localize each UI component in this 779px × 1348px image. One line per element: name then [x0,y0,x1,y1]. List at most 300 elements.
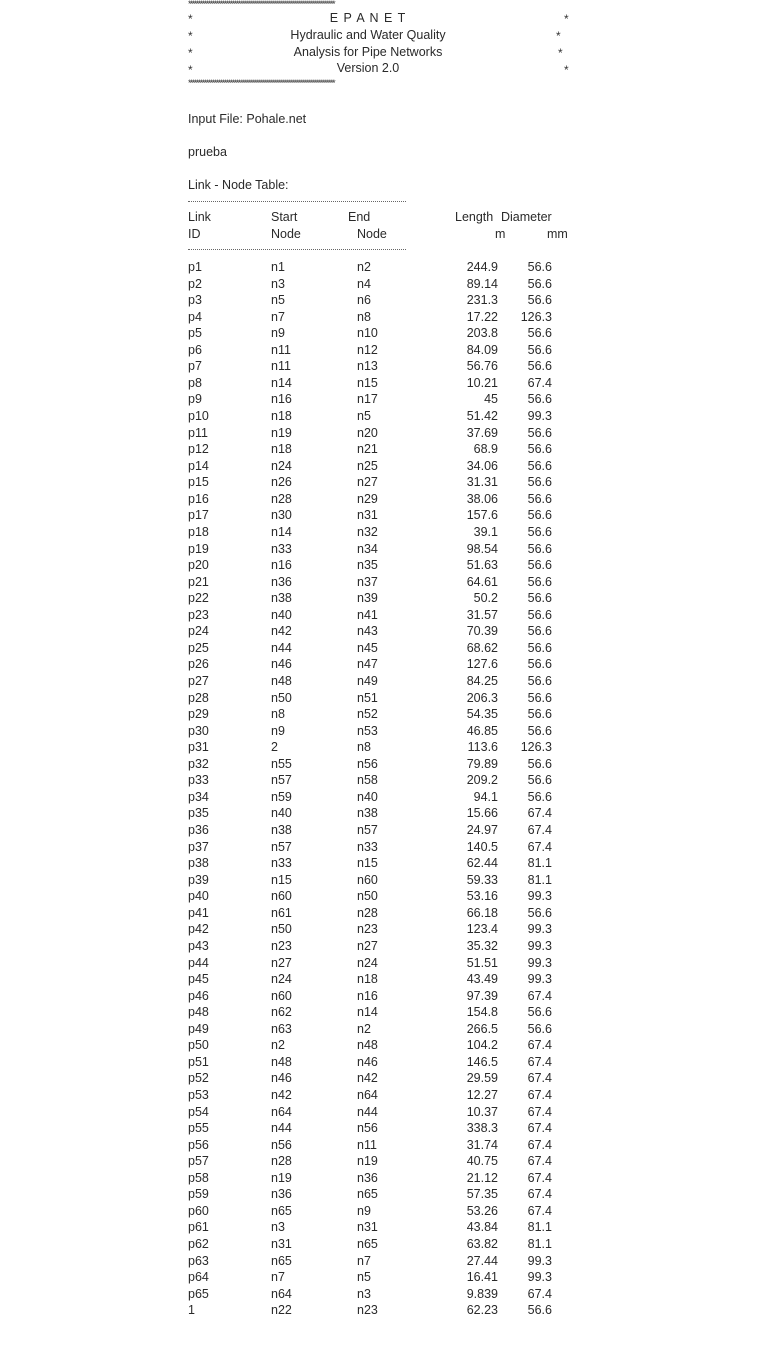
link-id-cell: p54 [188,1104,209,1119]
link-id-cell: p37 [188,839,209,854]
end-node-cell: n65 [357,1237,378,1252]
link-id-cell: p22 [188,591,209,606]
start-node-cell: n27 [271,955,292,970]
link-id-cell: p33 [188,773,209,788]
diameter-cell: 126.3 [520,309,552,324]
start-node-cell: n46 [271,657,292,672]
length-cell: 338.3 [466,1121,498,1136]
link-id-cell: p51 [188,1054,209,1069]
length-cell: 46.85 [466,723,498,738]
start-node-cell: n2 [271,1038,285,1053]
start-node-cell: n18 [271,409,292,424]
link-id-cell: p24 [188,624,209,639]
link-id-cell: p42 [188,922,209,937]
link-id-cell: p39 [188,872,209,887]
start-node-cell: n24 [271,972,292,987]
header-end-node: Node [357,227,387,241]
start-node-cell: n59 [271,789,292,804]
link-id-cell: p23 [188,607,209,622]
length-cell: 154.8 [466,1005,498,1020]
diameter-cell: 56.6 [527,789,552,804]
link-id-cell: p34 [188,789,209,804]
diameter-cell: 81.1 [527,1237,552,1252]
diameter-cell: 56.6 [527,674,552,688]
start-node-cell: n33 [271,541,292,556]
link-id-cell: p8 [188,375,202,390]
length-cell: 10.37 [466,1104,498,1119]
table-row [0,542,779,559]
table-row [0,906,779,923]
diameter-cell: 67.4 [527,806,552,821]
diameter-cell: 56.6 [527,491,552,506]
diameter-cell: 56.6 [527,707,552,722]
end-node-cell: n40 [357,789,378,804]
link-id-cell: p31 [188,740,209,755]
start-node-cell: n19 [271,1170,292,1185]
end-node-cell: n47 [357,657,378,672]
length-cell: 29.59 [466,1071,498,1086]
start-node-cell: n62 [271,1005,292,1020]
start-node-cell: n1 [271,260,285,274]
length-cell: 89.14 [466,276,498,291]
table-row [0,1005,779,1022]
table-row [0,1171,779,1188]
banner-star: * [188,46,193,60]
header-diameter-unit: mm [547,227,568,241]
table-row [0,724,779,741]
link-id-cell: p57 [188,1154,209,1169]
link-id-cell: p32 [188,756,209,771]
diameter-cell: 99.3 [527,955,552,970]
end-node-cell: n16 [357,988,378,1003]
link-id-cell: p6 [188,342,202,357]
length-cell: 70.39 [466,624,498,639]
table-row [0,293,779,310]
diameter-cell: 99.3 [527,1253,552,1268]
diameter-cell: 56.6 [527,260,552,274]
end-node-cell: n49 [357,674,378,688]
length-cell: 51.63 [466,558,498,573]
diameter-cell: 67.4 [527,1286,552,1301]
start-node-cell: n56 [271,1137,292,1152]
table-row [0,1287,779,1304]
table-row [0,525,779,542]
end-node-cell: n31 [357,1220,378,1235]
table-row [0,1055,779,1072]
end-node-cell: n42 [357,1071,378,1086]
link-id-cell: p4 [188,309,202,324]
start-node-cell: n61 [271,905,292,920]
banner-subtitle-1: Hydraulic and Water Quality [290,28,446,42]
table-row [0,392,779,409]
diameter-cell: 56.6 [527,508,552,523]
diameter-cell: 126.3 [520,740,552,755]
table-row [0,359,779,376]
start-node-cell: n30 [271,508,292,523]
length-cell: 51.51 [466,955,498,970]
table-row [0,1071,779,1088]
diameter-cell: 67.4 [527,1038,552,1053]
table-row [0,1270,779,1287]
table-row [0,1088,779,1105]
report-title: prueba [188,145,227,159]
diameter-cell: 56.6 [527,723,552,738]
table-row [0,1237,779,1254]
table-row [0,873,779,890]
end-node-cell: n41 [357,607,378,622]
start-node-cell: n3 [271,276,285,291]
end-node-cell: n57 [357,823,378,838]
link-id-cell: p26 [188,657,209,672]
length-cell: 98.54 [466,541,498,556]
link-id-cell: p62 [188,1237,209,1252]
start-node-cell: n8 [271,707,285,722]
diameter-cell: 56.6 [527,276,552,291]
end-node-cell: n65 [357,1187,378,1202]
end-node-cell: n43 [357,624,378,639]
link-id-cell: p17 [188,508,209,523]
link-id-cell: p50 [188,1038,209,1053]
end-node-cell: n11 [357,1137,377,1152]
table-row [0,1303,779,1320]
table-row [0,790,779,807]
start-node-cell: n14 [271,524,292,539]
start-node-cell: n48 [271,1054,292,1069]
table-row [0,1187,779,1204]
length-cell: 34.06 [466,458,498,473]
end-node-cell: n38 [357,806,378,821]
start-node-cell: n31 [271,1237,292,1252]
end-node-cell: n19 [357,1154,378,1169]
banner-star: * [188,63,193,77]
start-node-cell: n11 [271,359,291,374]
end-node-cell: n31 [357,508,378,523]
table-row [0,1105,779,1122]
link-id-cell: p1 [188,260,202,274]
table-row [0,972,779,989]
link-id-cell: p65 [188,1286,209,1301]
start-node-cell: n22 [271,1303,292,1318]
diameter-cell: 67.4 [527,1170,552,1185]
length-cell: 66.18 [466,905,498,920]
length-cell: 113.6 [467,740,498,755]
start-node-cell: n36 [271,1187,292,1202]
length-cell: 43.49 [466,972,498,987]
end-node-cell: n39 [357,591,378,606]
diameter-cell: 56.6 [527,326,552,341]
diameter-cell: 99.3 [527,889,552,904]
table-row [0,1022,779,1039]
banner-subtitle-2: Analysis for Pipe Networks [293,45,443,59]
diameter-cell: 67.4 [527,1137,552,1152]
end-node-cell: n8 [357,740,371,755]
length-cell: 31.74 [466,1137,498,1152]
table-row [0,757,779,774]
start-node-cell: n9 [271,723,285,738]
length-cell: 51.42 [466,409,498,424]
table-row [0,558,779,575]
link-id-cell: p10 [188,409,209,424]
diameter-cell: 67.4 [527,1104,552,1119]
link-id-cell: p7 [188,359,202,374]
length-cell: 62.44 [466,856,498,871]
start-node-cell: n14 [271,375,292,390]
length-cell: 62.23 [466,1303,498,1318]
header-link: Link [188,210,211,224]
start-node-cell: n24 [271,458,292,473]
length-cell: 68.9 [473,442,498,457]
link-id-cell: p16 [188,491,209,506]
link-id-cell: p35 [188,806,209,821]
table-row [0,707,779,724]
length-cell: 127.6 [466,657,498,672]
table-row [0,492,779,509]
length-cell: 50.2 [473,591,498,606]
diameter-cell: 56.6 [527,624,552,639]
start-node-cell: n46 [271,1071,292,1086]
end-node-cell: n56 [357,756,378,771]
diameter-cell: 56.6 [527,442,552,457]
end-node-cell: n27 [357,938,378,953]
end-node-cell: n15 [357,856,378,871]
length-cell: 231.3 [466,293,498,308]
start-node-cell: n44 [271,1121,292,1136]
end-node-cell: n2 [357,260,371,274]
length-cell: 21.12 [466,1170,498,1185]
start-node-cell: n19 [271,425,292,440]
table-row [0,459,779,476]
length-cell: 53.16 [466,889,498,904]
table-row [0,426,779,443]
end-node-cell: n25 [357,458,378,473]
end-node-cell: n12 [357,342,378,357]
end-node-cell: n46 [357,1054,378,1069]
start-node-cell: n50 [271,922,292,937]
banner-star: * [564,63,569,77]
length-cell: 31.57 [466,607,498,622]
end-node-cell: n13 [357,359,378,374]
end-node-cell: n18 [357,972,378,987]
length-cell: 40.75 [466,1154,498,1169]
start-node-cell: n5 [271,293,285,308]
table-row [0,989,779,1006]
end-node-cell: n60 [357,872,378,887]
header-length-unit: m [495,227,506,241]
diameter-cell: 81.1 [527,872,552,887]
link-id-cell: p12 [188,442,209,457]
link-id-cell: p30 [188,723,209,738]
link-id-cell: p49 [188,1021,209,1036]
end-node-cell: n17 [357,392,378,407]
table-row [0,1038,779,1055]
start-node-cell: n38 [271,591,292,606]
diameter-cell: 81.1 [527,1220,552,1235]
start-node-cell: n38 [271,823,292,838]
link-id-cell: p58 [188,1170,209,1185]
table-row [0,310,779,327]
start-node-cell: n44 [271,640,292,655]
end-node-cell: n27 [357,475,378,490]
end-node-cell: n33 [357,839,378,854]
table-row [0,806,779,823]
link-id-cell: p18 [188,524,209,539]
diameter-cell: 67.4 [527,1154,552,1169]
table-row [0,840,779,857]
table-row [0,641,779,658]
diameter-cell: 67.4 [527,823,552,838]
link-id-cell: p20 [188,558,209,573]
end-node-cell: n4 [357,276,371,291]
diameter-cell: 67.4 [527,375,552,390]
end-node-cell: n15 [357,375,378,390]
end-node-cell: n45 [357,640,378,655]
length-cell: 57.35 [466,1187,498,1202]
diameter-cell: 67.4 [527,1203,552,1218]
banner-star: * [564,12,569,26]
diameter-cell: 99.3 [527,922,552,937]
table-row [0,956,779,973]
length-cell: 43.84 [466,1220,498,1235]
diameter-cell: 99.3 [527,938,552,953]
diameter-cell: 67.4 [527,1088,552,1102]
table-row [0,1138,779,1155]
diameter-cell: 67.4 [527,1071,552,1086]
end-node-cell: n5 [357,409,371,424]
end-node-cell: n6 [357,293,371,308]
table-row [0,591,779,608]
start-node-cell: n48 [271,674,292,688]
length-cell: 104.2 [466,1038,498,1053]
table-row [0,442,779,459]
diameter-cell: 56.6 [527,475,552,490]
banner-version: Version 2.0 [336,61,400,75]
diameter-cell: 56.6 [527,657,552,672]
link-id-cell: p15 [188,475,209,490]
start-node-cell: n33 [271,856,292,871]
start-node-cell: n26 [271,475,292,490]
start-node-cell: n9 [271,326,285,341]
length-cell: 64.61 [466,574,498,589]
diameter-cell: 56.6 [527,607,552,622]
banner-bottom-border: ************************************************************************* [188,79,335,88]
end-node-cell: n51 [357,690,378,705]
link-id-cell: p46 [188,988,209,1003]
diameter-cell: 56.6 [527,756,552,771]
length-cell: 15.66 [466,806,498,821]
length-cell: 206.3 [466,690,498,705]
end-node-cell: n23 [357,1303,378,1318]
table-row [0,326,779,343]
end-node-cell: n37 [357,574,378,589]
start-node-cell: n65 [271,1203,292,1218]
length-cell: 94.1 [473,789,498,804]
link-id-cell: p63 [188,1253,209,1268]
link-id-cell: p45 [188,972,209,987]
table-row [0,343,779,360]
diameter-cell: 67.4 [527,839,552,854]
diameter-cell: 56.6 [527,342,552,357]
end-node-cell: n64 [357,1088,378,1102]
table-row [0,889,779,906]
start-node-cell: n64 [271,1104,292,1119]
diameter-cell: 56.6 [527,773,552,788]
end-node-cell: n9 [357,1203,371,1218]
end-node-cell: n5 [357,1270,371,1285]
length-cell: 16.41 [466,1270,498,1285]
diameter-cell: 56.6 [527,1005,552,1020]
header-diameter: Diameter [501,210,552,224]
link-id-cell: p61 [188,1220,209,1235]
diameter-cell: 56.6 [527,458,552,473]
length-cell: 10.21 [466,375,498,390]
table-row [0,608,779,625]
table-row [0,1204,779,1221]
length-cell: 37.69 [466,425,498,440]
link-id-cell: p5 [188,326,202,341]
length-cell: 84.25 [466,674,498,688]
diameter-cell: 56.6 [527,524,552,539]
banner-program-name: E P A N E T [329,11,407,25]
end-node-cell: n24 [357,955,378,970]
start-node-cell: n64 [271,1286,292,1301]
link-id-cell: p36 [188,823,209,838]
end-node-cell: n10 [357,326,378,341]
length-cell: 9.839 [466,1286,498,1301]
banner-star: * [188,12,193,26]
end-node-cell: n32 [357,524,378,539]
link-id-cell: p56 [188,1137,209,1152]
length-cell: 244.9 [466,260,498,274]
length-cell: 12.27 [466,1088,498,1102]
end-node-cell: n53 [357,723,378,738]
length-cell: 84.09 [466,342,498,357]
link-id-cell: p44 [188,955,209,970]
diameter-cell: 67.4 [527,1187,552,1202]
table-row [0,575,779,592]
link-id-cell: p27 [188,674,209,688]
end-node-cell: n2 [357,1021,371,1036]
start-node-cell: n15 [271,872,292,887]
end-node-cell: n3 [357,1286,371,1301]
diameter-cell: 56.6 [527,392,552,407]
end-node-cell: n21 [357,442,378,457]
start-node-cell: n28 [271,1154,292,1169]
length-cell: 27.44 [466,1253,498,1268]
header-start-node: Node [271,227,301,241]
start-node-cell: n40 [271,806,292,821]
header-id: ID [188,227,201,241]
end-node-cell: n23 [357,922,378,937]
start-node-cell: n3 [271,1220,285,1235]
diameter-cell: 56.6 [527,558,552,573]
start-node-cell: 2 [271,740,278,755]
start-node-cell: n16 [271,558,292,573]
table-row [0,939,779,956]
end-node-cell: n44 [357,1104,378,1119]
link-id-cell: p60 [188,1203,209,1218]
link-id-cell: p3 [188,293,202,308]
length-cell: 56.76 [466,359,498,374]
start-node-cell: n7 [271,1270,285,1285]
diameter-cell: 56.6 [527,425,552,440]
start-node-cell: n65 [271,1253,292,1268]
start-node-cell: n57 [271,839,292,854]
end-node-cell: n8 [357,309,371,324]
input-file-label: Input File: Pohale.net [188,112,307,126]
table-row [0,277,779,294]
start-node-cell: n60 [271,988,292,1003]
link-id-cell: p53 [188,1088,209,1102]
